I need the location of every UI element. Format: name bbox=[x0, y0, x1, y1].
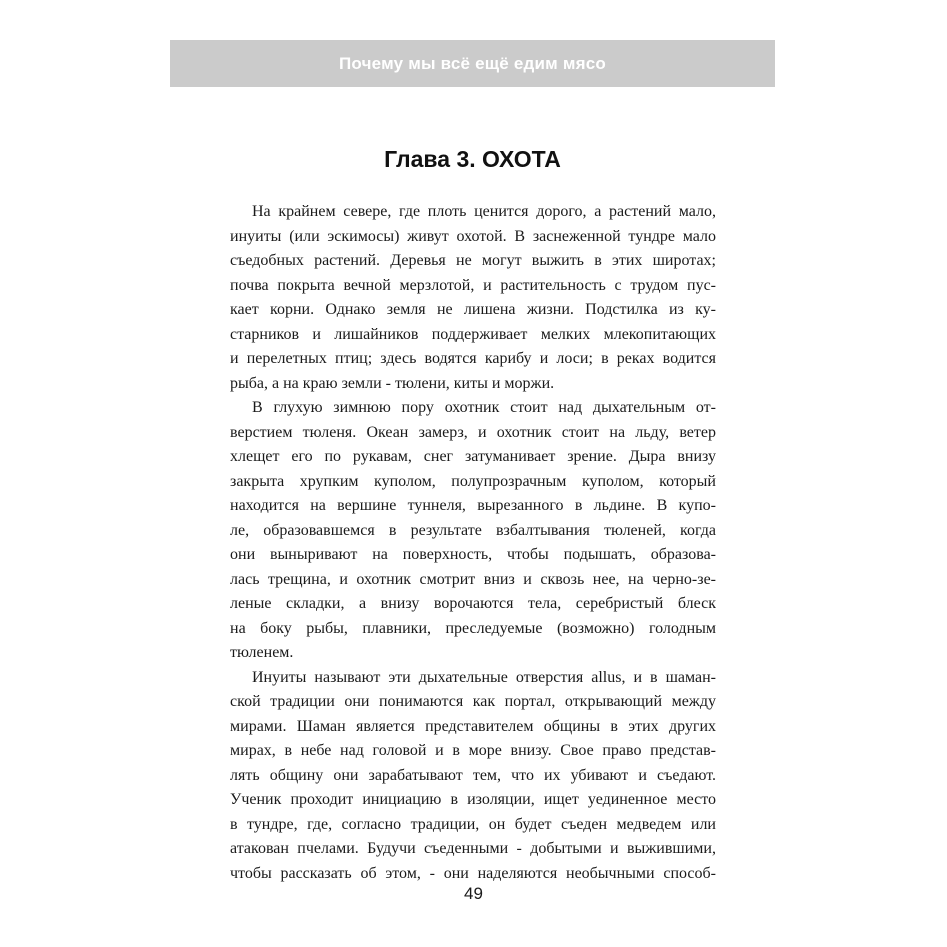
text-line: чтобы рассказать об этом, - они наделяются необычными способ- bbox=[230, 864, 716, 882]
text-line: в тундре, где, согласно традиции, он будет съеден медведем или bbox=[230, 815, 716, 833]
body-text bbox=[230, 200, 716, 886]
text-line: кает корни. Однако земля не лишена жизни. Подстилка из ку- bbox=[230, 301, 716, 318]
page-number: 49 bbox=[464, 884, 483, 903]
text-line: инуиты (или эскимосы) живут охотой. В заснеженной тундре мало bbox=[230, 227, 716, 245]
text-line: ской традиции они понимаются как портал, открывающий между bbox=[230, 693, 716, 710]
text-line: В глухую зимнюю пору охотник стоит над дыхательным от- bbox=[252, 399, 716, 416]
text-line: лась трещина, и охотник смотрит вниз и сквозь нее, на черно-зе- bbox=[230, 570, 716, 588]
text-line: На крайнем севере, где плоть ценится дорого, а растений мало, bbox=[252, 203, 716, 220]
text-line: закрыта хрупким куполом, полупрозрачным куполом, который bbox=[230, 472, 716, 490]
text-line: находится на вершине туннеля, вырезанного в льдине. В купо- bbox=[230, 497, 716, 514]
text-line: хлещет его по рукавам, снег затуманивает зрение. Дыра внизу bbox=[230, 448, 716, 465]
chapter-title: Глава 3. ОХОТА bbox=[384, 146, 561, 172]
running-title: Почему мы всё ещё едим мясо bbox=[339, 53, 606, 73]
text-line: рыба, а на краю земли - тюлени, киты и моржи. bbox=[230, 374, 555, 392]
text-line: почва покрыта вечной мерзлотой, и растительность с трудом пус- bbox=[230, 276, 716, 294]
text-line: Ученик проходит инициацию в изоляции, ищет уединенное место bbox=[230, 791, 716, 808]
text-line: тюленем. bbox=[230, 644, 294, 661]
text-line: и перелетных птиц; здесь водятся карибу и лоси; в реках водится bbox=[230, 350, 716, 367]
text-line: лять общину они зарабатывают тем, что их убивают и съедают. bbox=[230, 766, 716, 784]
text-line: верстием тюленя. Океан замерз, и охотник стоит на льду, ветер bbox=[230, 423, 716, 441]
text-line: ле, образовавшемся в результате взбалтывания тюленей, когда bbox=[230, 521, 716, 539]
text-line: на боку рыбы, плавники, преследуемые (возможно) голодным bbox=[230, 619, 716, 637]
running-header bbox=[170, 40, 775, 87]
text-line: съедобных растений. Деревья не могут выжить в этих широтах; bbox=[230, 252, 716, 269]
text-line: старников и лишайников поддерживает мелких млекопитающих bbox=[230, 325, 716, 343]
text-line: мирах, в небе над головой и в море внизу. Свое право представ- bbox=[230, 742, 716, 759]
text-line: они выныривают на поверхность, чтобы подышать, образова- bbox=[230, 546, 716, 563]
text-line: леные складки, а внизу ворочаются тела, серебристый блеск bbox=[230, 595, 716, 612]
text-line: Инуиты называют эти дыхательные отверстия allus, и в шаман- bbox=[252, 668, 716, 686]
text-line: мирами. Шаман является представителем общины в этих других bbox=[230, 717, 716, 735]
text-line: атакован пчелами. Будучи съеденными - добытыми и выжившими, bbox=[230, 840, 716, 857]
